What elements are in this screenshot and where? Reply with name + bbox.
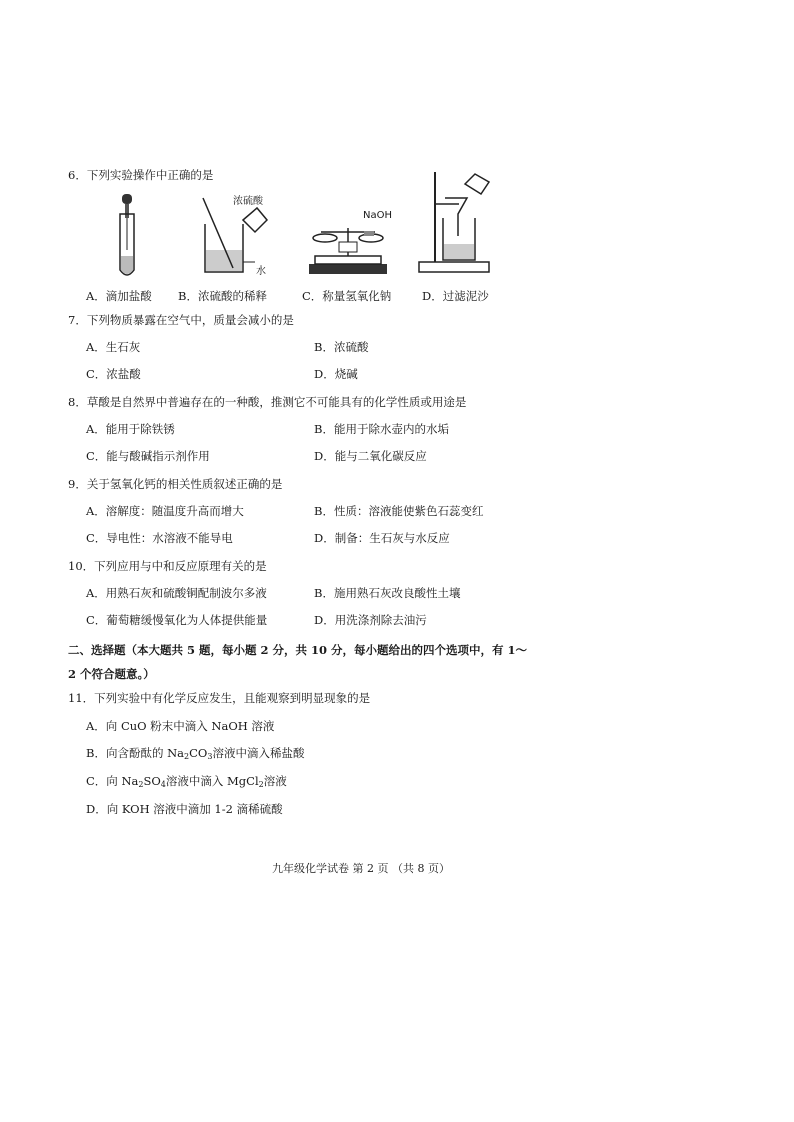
q10-option-a: A．用熟石灰和硫酸铜配制波尔多液 <box>86 586 267 600</box>
q9-stem: 9．关于氢氧化钙的相关性质叙述正确的是 <box>68 477 283 491</box>
q11-option-a: A．向 CuO 粉末中滴入 NaOH 溶液 <box>86 719 275 733</box>
figure-dropper-test-tube <box>108 190 148 280</box>
q10-option-c: C．葡萄糖缓慢氧化为人体提供能量 <box>86 613 268 627</box>
section2-header-line2: 2 个符合题意。） <box>68 667 155 681</box>
q10-option-d: D．用洗涤剂除去油污 <box>314 613 427 627</box>
q6-option-a: A．滴加盐酸 <box>86 289 152 303</box>
q11-stem: 11．下列实验中有化学反应发生，且能观察到明显现象的是 <box>68 691 371 705</box>
q8-option-c: C．能与酸碱指示剂作用 <box>86 449 210 463</box>
q8-stem: 8．草酸是自然界中普遍存在的一种酸，推测它不可能具有的化学性质或用途是 <box>68 395 467 409</box>
q7-option-c: C．浓盐酸 <box>86 367 141 381</box>
section2-header-line1: 二、选择题（本大题共 5 题，每小题 2 分，共 10 分，每小题给出的四个选项中，有 1～ <box>68 643 528 657</box>
q10-option-b: B．施用熟石灰改良酸性土壤 <box>314 586 461 600</box>
q6-option-b: B．浓硫酸的稀释 <box>178 289 267 303</box>
q9-option-d: D．制备：生石灰与水反应 <box>314 531 450 545</box>
q6-option-d: D．过滤泥沙 <box>422 289 489 303</box>
label-water: 水 <box>256 266 266 277</box>
q6-option-c: C．称量氢氧化钠 <box>302 289 392 303</box>
q10-stem: 10．下列应用与中和反应原理有关的是 <box>68 559 267 573</box>
q8-option-d: D．能与二氧化碳反应 <box>314 449 427 463</box>
label-concentrated-acid: 浓硫酸 <box>233 196 263 207</box>
q11-option-d: D．向 KOH 溶液中滴加 1-2 滴稀硫酸 <box>86 802 283 816</box>
figure-filtration <box>415 168 505 278</box>
q8-option-a: A．能用于除铁锈 <box>86 422 175 436</box>
q6-stem: 6．下列实验操作中正确的是 <box>68 168 214 182</box>
q11-option-b: B．向含酚酞的 $Na_2CO_3$溶液中滴入稀盐酸 <box>86 746 305 761</box>
label-naoh: NaOH <box>363 210 392 221</box>
q9-option-a: A．溶解度：随温度升高而增大 <box>86 504 244 518</box>
q8-option-b: B．能用于除水壶内的水垢 <box>314 422 449 436</box>
q7-option-d: D．烧碱 <box>314 367 358 381</box>
page-footer: 九年级化学试卷 第 2 页 （共 8 页） <box>272 862 450 875</box>
q9-option-c: C．导电性：水溶液不能导电 <box>86 531 233 545</box>
q9-option-b: B．性质：溶液能使紫色石蕊变红 <box>314 504 484 518</box>
figure-balance <box>303 218 393 278</box>
q7-option-a: A．生石灰 <box>86 340 141 354</box>
q7-option-b: B．浓硫酸 <box>314 340 369 354</box>
q7-stem: 7．下列物质暴露在空气中，质量会减小的是 <box>68 313 294 327</box>
q11-option-c: C．向 $Na_2SO_4$溶液中滴入 MgCl$_2$溶液 <box>86 774 287 789</box>
